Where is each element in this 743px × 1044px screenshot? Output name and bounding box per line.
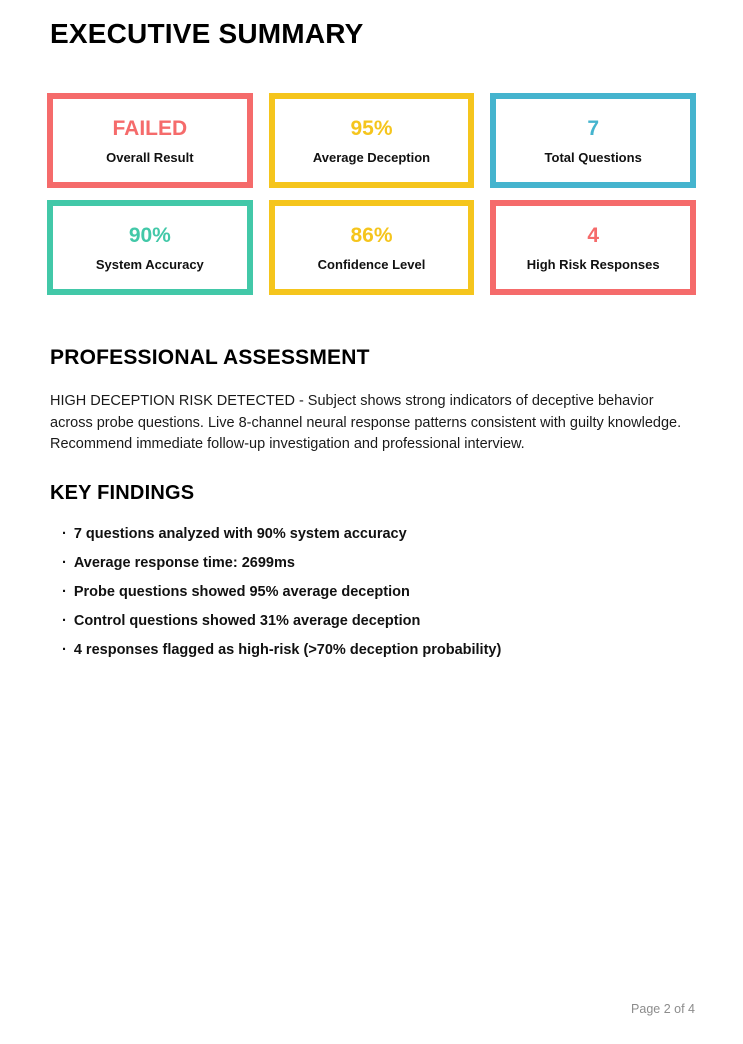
key-finding-item	[50, 643, 695, 658]
stat-card-confidence-level	[269, 200, 475, 295]
bullet-icon: ·	[62, 613, 67, 629]
key-finding-text: Probe questions showed 95% average deception	[73, 584, 410, 600]
stat-label: High Risk Responses	[526, 256, 660, 272]
bullet-icon: ·	[62, 555, 67, 571]
stat-value: 90%	[128, 223, 171, 247]
stat-label: Overall Result	[106, 149, 194, 165]
stat-value: 7	[587, 116, 599, 140]
key-findings-section	[50, 482, 695, 672]
summary-stats-grid	[47, 93, 696, 295]
stat-label: Total Questions	[544, 149, 642, 165]
bullet-icon: ·	[62, 526, 67, 542]
stat-value: 95%	[350, 116, 393, 140]
key-finding-item	[50, 556, 695, 571]
stat-label: System Accuracy	[95, 256, 204, 272]
key-finding-text: 4 responses flagged as high-risk (>70% deception probability)	[73, 642, 502, 658]
stat-value: 4	[587, 223, 599, 247]
stat-card-average-deception	[269, 93, 475, 188]
key-finding-text: Average response time: 2699ms	[73, 555, 295, 571]
bullet-icon: ·	[62, 584, 67, 600]
stat-label: Confidence Level	[317, 256, 426, 272]
bullet-icon: ·	[62, 642, 67, 658]
professional-assessment-section	[50, 346, 695, 456]
stat-card-overall-result	[47, 93, 253, 188]
professional-assessment-text: HIGH DECEPTION RISK DETECTED - Subject shows strong indicators of deceptive behavior across probe questions. Live 8-channel neural response patterns consistent with guilty knowledge. Recommend immediate follow-up investigation and professional interview.	[50, 393, 682, 452]
key-finding-text: 7 questions analyzed with 90% system accuracy	[73, 526, 407, 542]
stat-value: 86%	[350, 223, 393, 247]
key-finding-item	[50, 527, 695, 542]
key-finding-item	[50, 614, 695, 629]
page-number: Page 2 of 4	[631, 1002, 695, 1016]
key-finding-text: Control questions showed 31% average deception	[73, 613, 421, 629]
page-title: EXECUTIVE SUMMARY	[50, 18, 364, 49]
key-finding-item	[50, 585, 695, 600]
stat-label: Average Deception	[312, 149, 431, 165]
stat-card-high-risk-responses	[490, 200, 696, 295]
stat-card-total-questions	[490, 93, 696, 188]
key-findings-heading: KEY FINDINGS	[50, 482, 195, 504]
key-findings-list	[50, 527, 695, 658]
stat-value: FAILED	[112, 116, 188, 140]
stat-card-system-accuracy	[47, 200, 253, 295]
professional-assessment-heading: PROFESSIONAL ASSESSMENT	[50, 346, 370, 369]
